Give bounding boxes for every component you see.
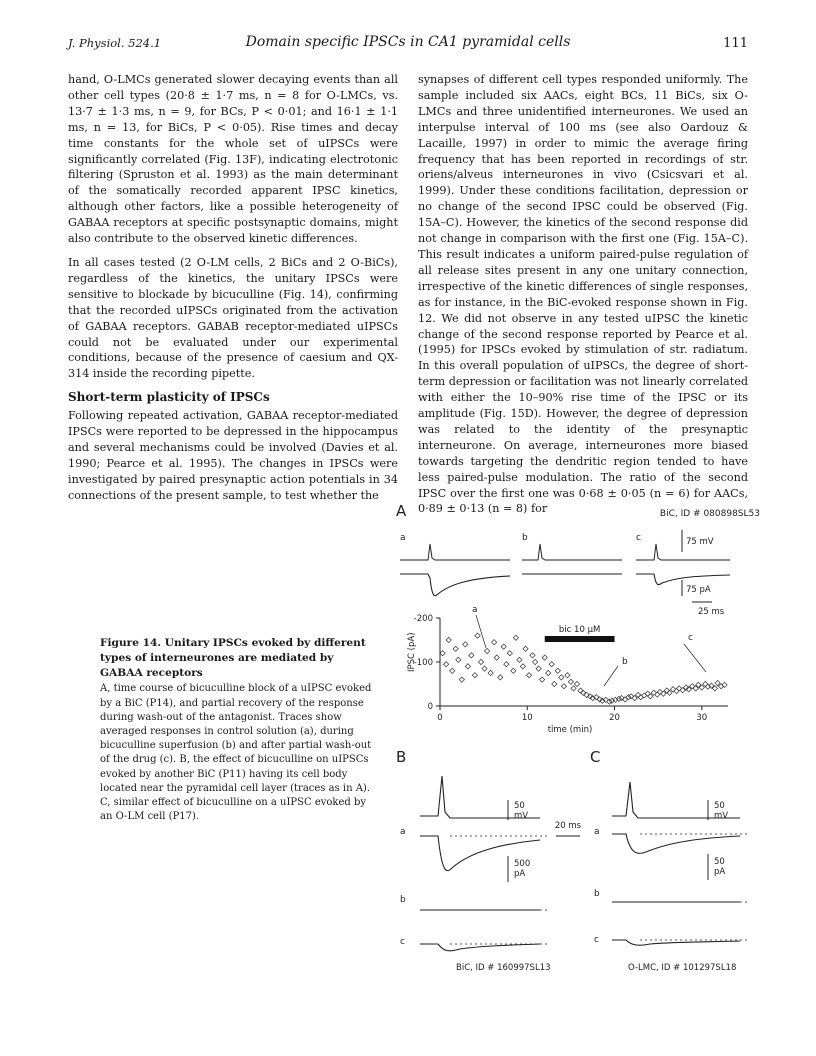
trace-label-b: b xyxy=(522,533,528,543)
x-ticks xyxy=(437,706,707,723)
bc-time-scale-label: 20 ms xyxy=(554,821,582,831)
data-point xyxy=(549,662,554,667)
c-baselines xyxy=(640,834,748,940)
data-point xyxy=(498,675,503,680)
c-scale-mv-unit: mV xyxy=(714,811,729,821)
x-tick-label: 0 xyxy=(437,713,443,723)
data-point xyxy=(440,651,445,656)
data-point xyxy=(485,648,490,653)
annotation-a-pointer xyxy=(476,615,486,648)
scale-ms-label: 25 ms xyxy=(698,607,725,617)
y-tick-label: -100 xyxy=(413,658,433,668)
data-point xyxy=(552,681,557,686)
data-point xyxy=(517,657,522,662)
data-points xyxy=(440,633,727,704)
x-tick-label: 10 xyxy=(521,713,533,723)
data-point xyxy=(565,673,570,678)
c-current-trace-a xyxy=(612,834,740,853)
c-scale-pa-value: 50 xyxy=(714,857,725,867)
journal-name: J. Physiol. 524.1 xyxy=(68,36,162,50)
b-scale-mv-value: 50 xyxy=(514,801,525,811)
data-point xyxy=(540,677,545,682)
annotation-b-pointer xyxy=(604,666,618,686)
data-point xyxy=(488,670,493,675)
drug-bar-label: bic 10 µM xyxy=(558,625,601,635)
y-tick-label: 0 xyxy=(427,702,433,712)
b-trace-label-b: b xyxy=(400,895,406,905)
paragraph: In all cases tested (2 O-LM cells, 2 BiCs and 2 O-BiCs), regardless of the kinetics, the unitary IPSCs were sensitive to blockade by bicuculline (Fig. 14), confirming that the recorded uIPSCs originated from the activation of GABAA receptors. GABAB receptor-mediated uIPSCs could not be evaluated under our experimental conditions, because of the presence of caesium and QX-314 inside the recording pipette. xyxy=(68,255,398,381)
data-point xyxy=(648,694,653,699)
data-point xyxy=(607,699,612,704)
paragraph: synapses of different cell types responded uniformly. The sample included six AACs, eight BCs, 11 BiCs, six O-LMCs and three unidentified interneurones. We used an interpulse interval of 100 ms (see also Oardouz & Lacaille, 1997) in order to mimic the average firing frequency that has been reported in recordings of str. oriens/alveus interneurones in vivo (Csicsvari et al. 1999). Under these conditions facilitation, depression or no change of the second IPSC could be observed (Fig. 15A–C). However, the kinetics of the second response did not change in comparison with the first one (Fig. 15A–C). This result indicates a uniform paired-pulse regulation of all release sites present in any one unitary connection, irrespective of the kinetic differences of single responses, as for instance, in the BiC-evoked response shown in Fig. 12. We did not observe in any tested uIPSC the kinetic change of the second response reported by Pearce et al. (1995) for IPSCs evoked by stimulation of str. radiatum. In this overall population of uIPSCs, the degree of short-term depression or facilitation was not linearly correlated with either the 10–90% rise time of the IPSC or its amplitude (Fig. 15D). However, the degree of depression was related to the identity of the presynaptic interneurone. On average, interneurones more biased towards targeting the dendritic region tended to have less paired-pulse modulation. The ratio of the second IPSC over the first one was 0·68 ± 0·05 (n = 6) for AACs, 0·89 ± 0·13 (n = 8) for xyxy=(418,73,748,516)
data-point xyxy=(530,653,535,658)
data-point xyxy=(472,673,477,678)
figure-caption-title: Figure 14. Unitary IPSCs evoked by different types of interneurones are mediated by GABAA receptors xyxy=(100,637,366,679)
b-trace-label-c: c xyxy=(400,937,405,947)
data-point xyxy=(446,637,451,642)
b-baselines xyxy=(450,836,550,944)
y-ticks xyxy=(414,614,440,712)
data-point xyxy=(703,681,708,686)
panel-b-label: B xyxy=(396,748,407,766)
data-point xyxy=(546,670,551,675)
panel-c-id: O-LMC, ID # 101297SL18 xyxy=(628,963,737,973)
b-scale-pa-value: 500 xyxy=(514,859,531,869)
y-tick-label: -200 xyxy=(413,614,433,624)
data-point xyxy=(459,677,464,682)
data-point xyxy=(655,692,660,697)
c-trace-label-c: c xyxy=(594,935,599,945)
data-point xyxy=(642,693,647,698)
drug-bar-rect xyxy=(545,636,615,642)
figure-svg xyxy=(390,500,770,990)
x-axis-label: time (min) xyxy=(547,725,593,735)
data-point xyxy=(559,675,564,680)
data-point xyxy=(469,653,474,658)
current-trace-a xyxy=(400,574,510,596)
right-column xyxy=(418,72,748,525)
page-header xyxy=(68,36,748,54)
figure-14 xyxy=(390,500,770,990)
x-tick-label: 30 xyxy=(696,713,708,723)
current-trace-c xyxy=(636,574,730,585)
b-scale-pa-unit: pA xyxy=(514,869,526,879)
scale-mv-label: 75 mV xyxy=(686,537,714,547)
annotation-b: b xyxy=(622,657,628,667)
data-point xyxy=(645,691,650,696)
voltage-trace-b xyxy=(522,544,622,560)
data-point xyxy=(450,668,455,673)
left-column xyxy=(68,72,398,512)
panel-b-id: BiC, ID # 160997SL13 xyxy=(456,963,551,973)
trace-label-c: c xyxy=(636,533,641,543)
data-point xyxy=(571,686,576,691)
data-point xyxy=(523,646,528,651)
data-point xyxy=(453,646,458,651)
c-trace-label-b: b xyxy=(594,889,600,899)
data-point xyxy=(492,640,497,645)
data-point xyxy=(494,655,499,660)
b-current-trace-c xyxy=(420,944,540,951)
data-point xyxy=(513,635,518,640)
data-point xyxy=(478,659,483,664)
data-point xyxy=(465,664,470,669)
time-course-chart xyxy=(407,605,728,735)
paragraph: hand, O-LMCs generated slower decaying events than all other cell types (20·8 ± 1·7 ms, n = 8 for O-LMCs, vs. 13·7 ± 1·3 ms, n = 9, for BCs, P < 0·01; and 16·1 ± 1·1 ms, n = 13, for BiCs, P < 0·05). Rise times and decay time constants for the whole set of uIPSCs were significantly correlated (Fig. 13F), indicating electrotonic filtering (Spruston et al. 1993) as the main determinant of the somatically recorded apparent IPSC kinetics, although other factors, like a possible heterogeneity of GABAA receptors at specific postsynaptic domains, might also contribute to the observed kinetic differences. xyxy=(68,73,398,246)
data-point xyxy=(626,695,631,700)
voltage-traces xyxy=(400,544,730,560)
data-point xyxy=(536,666,541,671)
data-point xyxy=(674,688,679,693)
data-point xyxy=(670,687,675,692)
c-current-trace-c xyxy=(612,940,740,945)
annotation-a: a xyxy=(472,605,478,615)
data-point xyxy=(533,659,538,664)
data-point xyxy=(657,689,662,694)
panel-a-label: A xyxy=(396,502,407,520)
b-trace-label-a: a xyxy=(400,827,406,837)
voltage-trace-a xyxy=(400,544,510,560)
data-point xyxy=(463,642,468,647)
c-scale-mv-value: 50 xyxy=(714,801,725,811)
data-point xyxy=(444,662,449,667)
data-point xyxy=(482,666,487,671)
section-heading: Short-term plasticity of IPSCs xyxy=(68,390,270,405)
data-point xyxy=(504,662,509,667)
running-title: Domain specific IPSCs in CA1 pyramidal cells xyxy=(245,34,571,50)
data-point xyxy=(511,668,516,673)
y-axis-label: IPSC (pA) xyxy=(407,632,417,672)
figure-caption xyxy=(100,636,372,824)
data-point xyxy=(475,633,480,638)
data-point xyxy=(542,655,547,660)
drug-bar xyxy=(545,625,615,642)
data-point xyxy=(651,690,656,695)
annotation-c-pointer xyxy=(684,644,706,672)
page-number: 111 xyxy=(723,36,748,51)
data-point xyxy=(555,668,560,673)
trace-label-a: a xyxy=(400,533,406,543)
c-scale-pa-unit: pA xyxy=(714,867,726,877)
x-tick-label: 20 xyxy=(609,713,620,723)
data-point xyxy=(629,694,634,699)
data-point xyxy=(501,644,506,649)
data-point xyxy=(456,657,461,662)
data-point xyxy=(526,673,531,678)
c-trace-label-a: a xyxy=(594,827,600,837)
data-point xyxy=(561,684,566,689)
current-traces xyxy=(400,574,730,596)
data-point xyxy=(520,664,525,669)
data-point xyxy=(507,651,512,656)
data-point xyxy=(568,679,573,684)
panel-c-label: C xyxy=(590,748,601,766)
data-point xyxy=(574,681,579,686)
voltage-trace-c xyxy=(636,544,730,560)
figure-caption-body: A, time course of bicuculline block of a uIPSC evoked by a BiC (P14), and partial recovery of the response during wash-out of the antagonist. Traces show averaged responses in control solution (a), during bicuculline superfusion (b) and after partial wash-out of the drug (c). B, the effect of bicuculline on uIPSCs evoked by another BiC (P11) having its cell body located near the pyramidal cell layer (traces as in A). C, similar effect of bicuculline on a uIPSC evoked by an O-LM cell (P17). xyxy=(100,683,372,823)
annotation-c: c xyxy=(688,633,693,643)
scale-pa-label: 75 pA xyxy=(686,585,711,595)
paragraph: Following repeated activation, GABAA receptor-mediated IPSCs were reported to be depressed in the hippocampus and several mechanisms could be involved (Davies et al. 1990; Pearce et al. 1995). The changes in IPSCs were investigated by paired presynaptic action potentials in 34 connections of the present sample, to test whether the xyxy=(68,409,398,502)
b-scale-mv-unit: mV xyxy=(514,811,529,821)
data-point xyxy=(677,686,682,691)
panel-a-id: BiC, ID # 080898SL53 xyxy=(659,509,760,519)
